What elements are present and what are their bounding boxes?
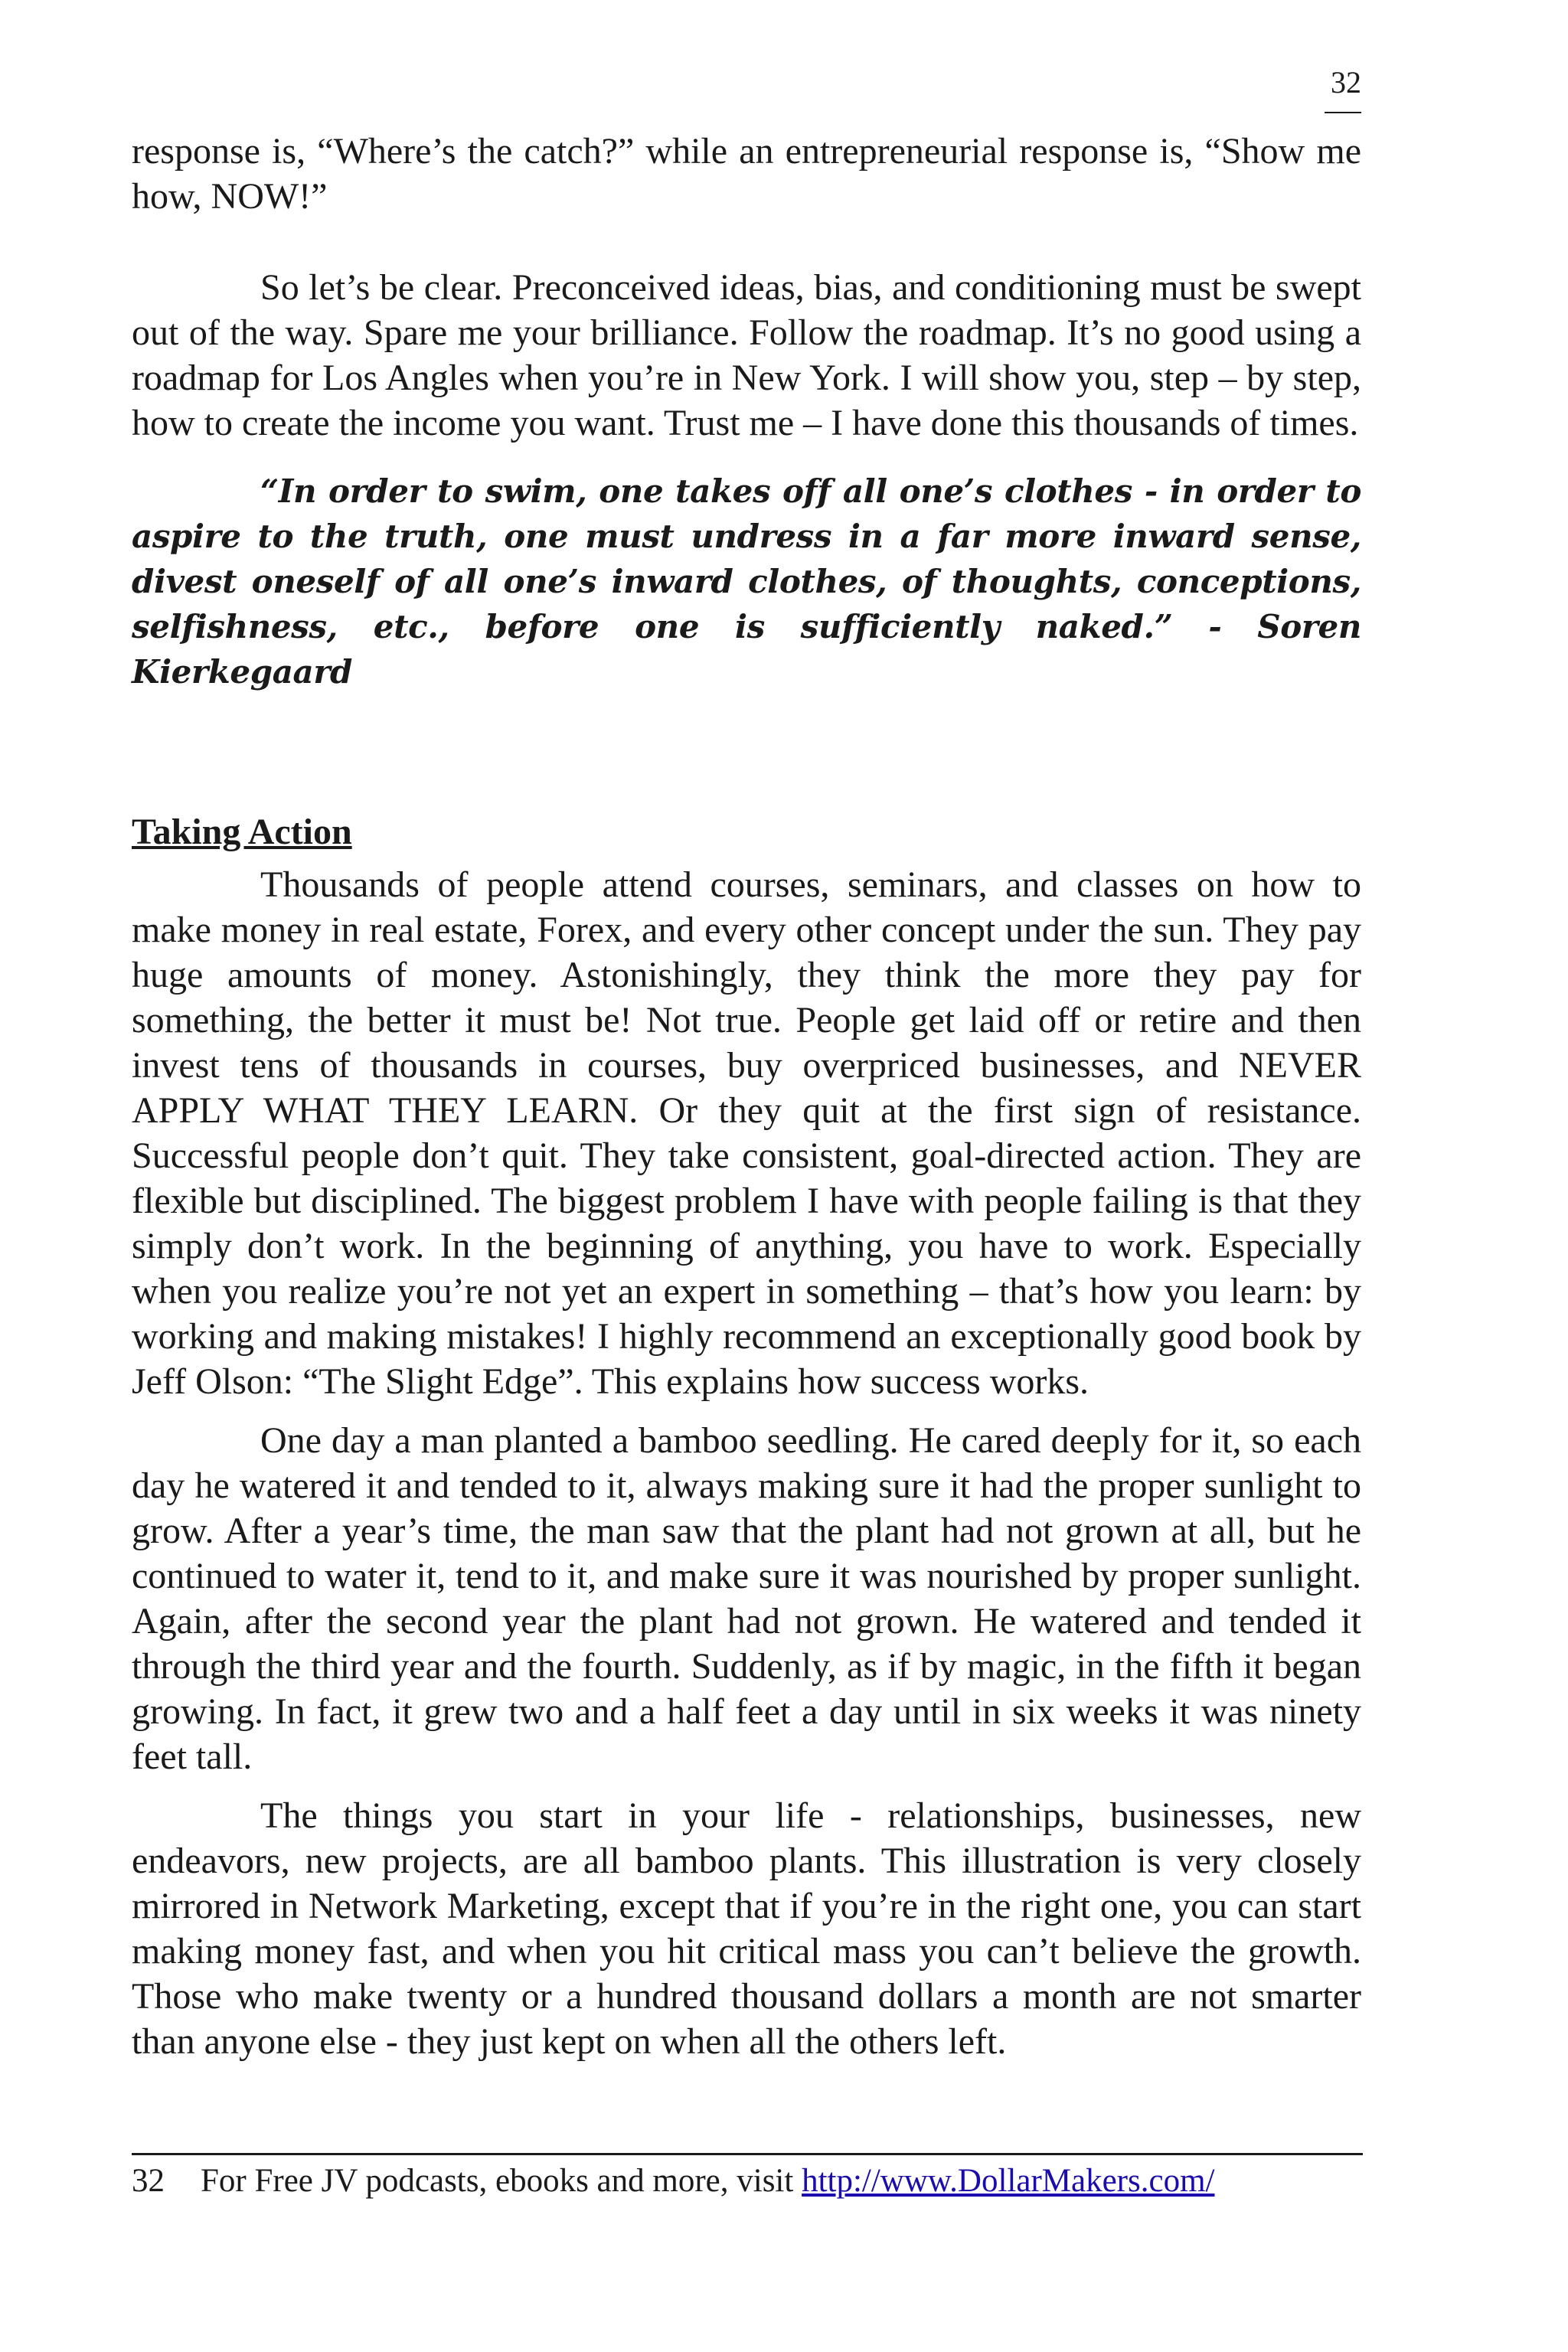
page-footer [132,2153,1363,2203]
page-number-rule [1325,112,1361,113]
paragraph-continuation: response is, “Where’s the catch?” while an entrepreneurial response is, “Show me how, NOW!” [132,131,1361,217]
paragraph-roadmap: So let’s be clear. Preconceived ideas, bias, and conditioning must be swept out of the way. Spare me your brilliance. Follow the roadmap. It’s no good using a roadmap for Los Angles when you’re in New York. I will show you, step – by step, how to create the income you want. Trust me – I have done this thousands of times. [132,267,1361,443]
footer-text: For Free JV podcasts, ebooks and more, visit [201,2163,802,2199]
page-number-header [1300,64,1361,113]
footer-link[interactable]: http://www.DollarMakers.com/ [802,2163,1215,2199]
section-heading: Taking Action [132,812,352,852]
paragraph-bamboo-story: One day a man planted a bamboo seedling. He cared deeply for it, so each day he watered it and tended to it, always making sure it had the proper sunlight to grow. After a year’s time, the man saw that the plant had not grown at all, but he continued to water it, tend to it, and make sure it was nourished by proper sunlight. Again, after the second year the plant had not grown. He watered and tended it through the third year and the fourth. Suddenly, as if by magic, in the fifth it began growing. In fact, it grew two and a half feet a day until in six weeks it was ninety feet tall. [132,1420,1361,1777]
footer-page-number: 32 [132,2163,165,2199]
body-text [132,129,1361,2064]
paragraph-taking-action: Thousands of people attend courses, seminars, and classes on how to make money in real estate, Forex, and every other concept under the sun. They pay huge amounts of money. Astonishingly, they think the more they pay for something, the better it must be! Not true. People get laid off or retire and then invest tens of thousands in courses, buy overpriced businesses, and NEVER APPLY WHAT THEY LEARN. Or they quit at the first sign of resistance. Successful people don’t quit. They take consistent, goal-directed action. They are flexible but disciplined. The biggest problem I have with people failing is that they simply don’t work. In the beginning of anything, you have to work. Especially when you realize you’re not yet an expert in something – that’s how you learn: by working and making mistakes! I highly recommend an exceptionally good book by Jeff Olson: “The Slight Edge”. This explains how success works. [132,864,1361,1402]
kierkegaard-quote: “In order to swim, one takes off all one’s clothes - in order to aspire to the truth, one must undress in a far more inward sense, divest oneself of all one’s inward clothes, of thoughts, conceptions, selfishness, etc., before one is sufficiently naked.” - Soren Kierkegaard [132,472,1361,691]
page-number: 32 [1331,65,1361,100]
paragraph-bamboo-lesson: The things you start in your life - relationships, businesses, new endeavors, new projects, are all bamboo plants. This illustration is very closely mirrored in Network Marketing, except that if you’re in the right one, you can start making money fast, and when you hit critical mass you can’t believe the growth. Those who make twenty or a hundred thousand dollars a month are not smarter than anyone else - they just kept on when all the others left. [132,1795,1361,2062]
